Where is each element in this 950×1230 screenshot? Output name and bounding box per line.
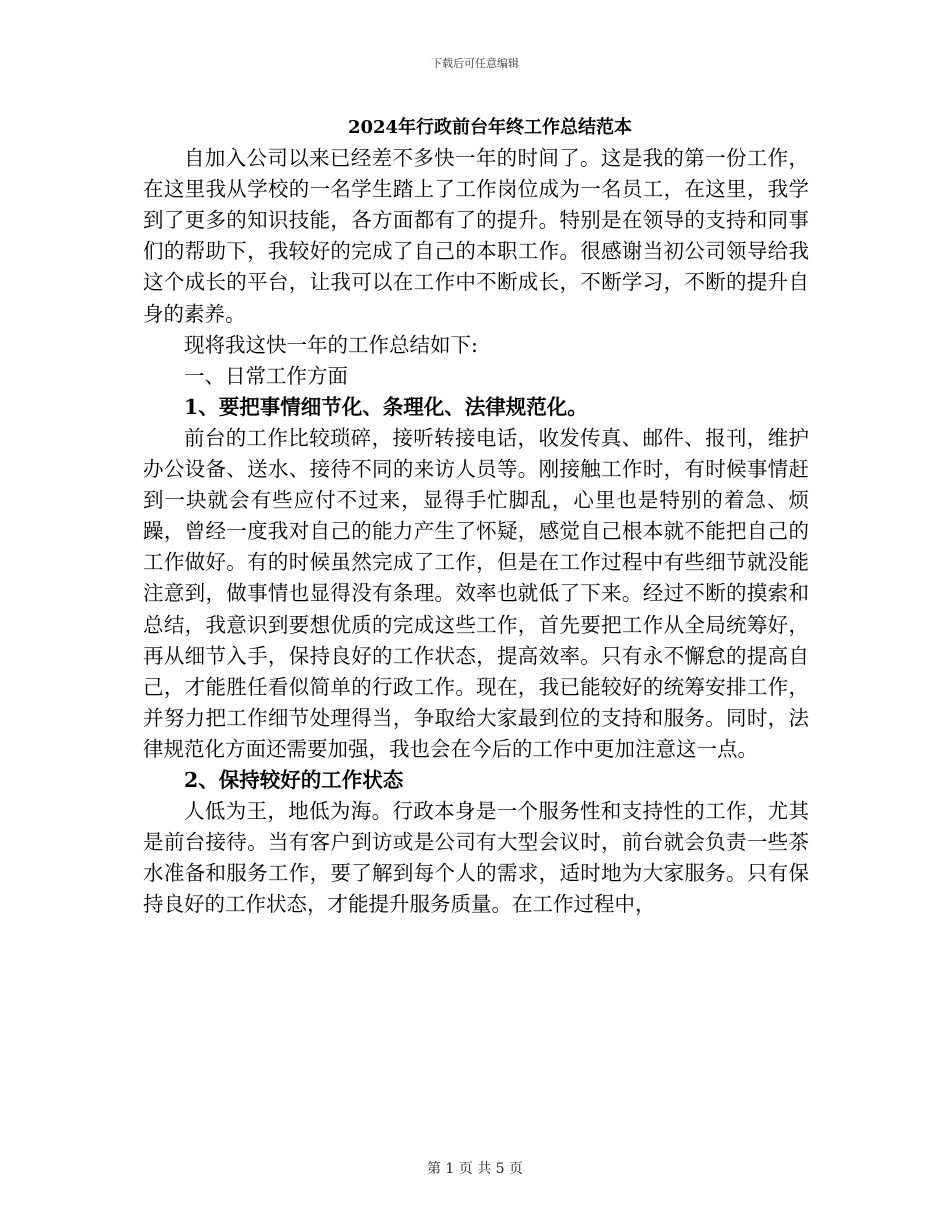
- document-body: [143, 112, 809, 920]
- page-footer: 第 1 页 共 5 页: [426, 1161, 524, 1177]
- item2-paragraph: 人低为王，地低为海。行政本身是一个服务性和支持性的工作，尤其是前台接待。当有客户到访或是公司有大型会议时，前台就会负责一些茶水准备和服务工作，要了解到每个人的需求，适时地为大家服务。只有保持良好的工作状态，才能提升服务质量。在工作过程中，: [143, 799, 809, 917]
- summary-lead: 现将我这快一年的工作总结如下:: [184, 332, 478, 357]
- item2-heading: 2、保持较好的工作状态: [184, 767, 404, 792]
- page-header: 下载后可任意编辑: [431, 57, 519, 70]
- item1-paragraph: 前台的工作比较琐碎，接听转接电话，收发传真、邮件、报刊，维护办公设备、送水、接待不同的来访人员等。刚接触工作时，有时候事情赶到一块就会有些应付不过来，显得手忙脚乱，心里也是特别的着急、烦躁，曾经一度我对自己的能力产生了怀疑，感觉自己根本就不能把自己的工作做好。有的时候虽然完成了工作，但是在工作过程中有些细节就没能注意到，做事情也显得没有条理。效率也就低了下来。经过不断的摸索和总结，我意识到要想优质的完成这些工作，首先要把工作从全局统筹好，再从细节入手，保持良好的工作状态，提高效率。只有永不懈怠的提高自己，才能胜任看似简单的行政工作。现在，我已能较好的统筹安排工作，并努力把工作细节处理得当，争取给大家最到位的支持和服务。同时，法律规范化方面还需要加强，我也会在今后的工作中更加注意这一点。: [143, 425, 809, 761]
- item1-heading: 1、要把事情细节化、条理化、法律规范化。: [184, 394, 588, 419]
- intro-paragraph: 自加入公司以来已经差不多快一年的时间了。这是我的第一份工作，在这里我从学校的一名学生踏上了工作岗位成为一名员工，在这里，我学到了更多的知识技能，各方面都有了的提升。特别是在领导的支持和同事们的帮助下，我较好的完成了自己的本职工作。很感谢当初公司领导给我这个成长的平台，让我可以在工作中不断成长，不断学习，不断的提升自身的素养。: [143, 146, 809, 326]
- section1-heading: 一、日常工作方面: [184, 363, 348, 388]
- document-title: 2024年行政前台年终工作总结范本: [347, 117, 633, 138]
